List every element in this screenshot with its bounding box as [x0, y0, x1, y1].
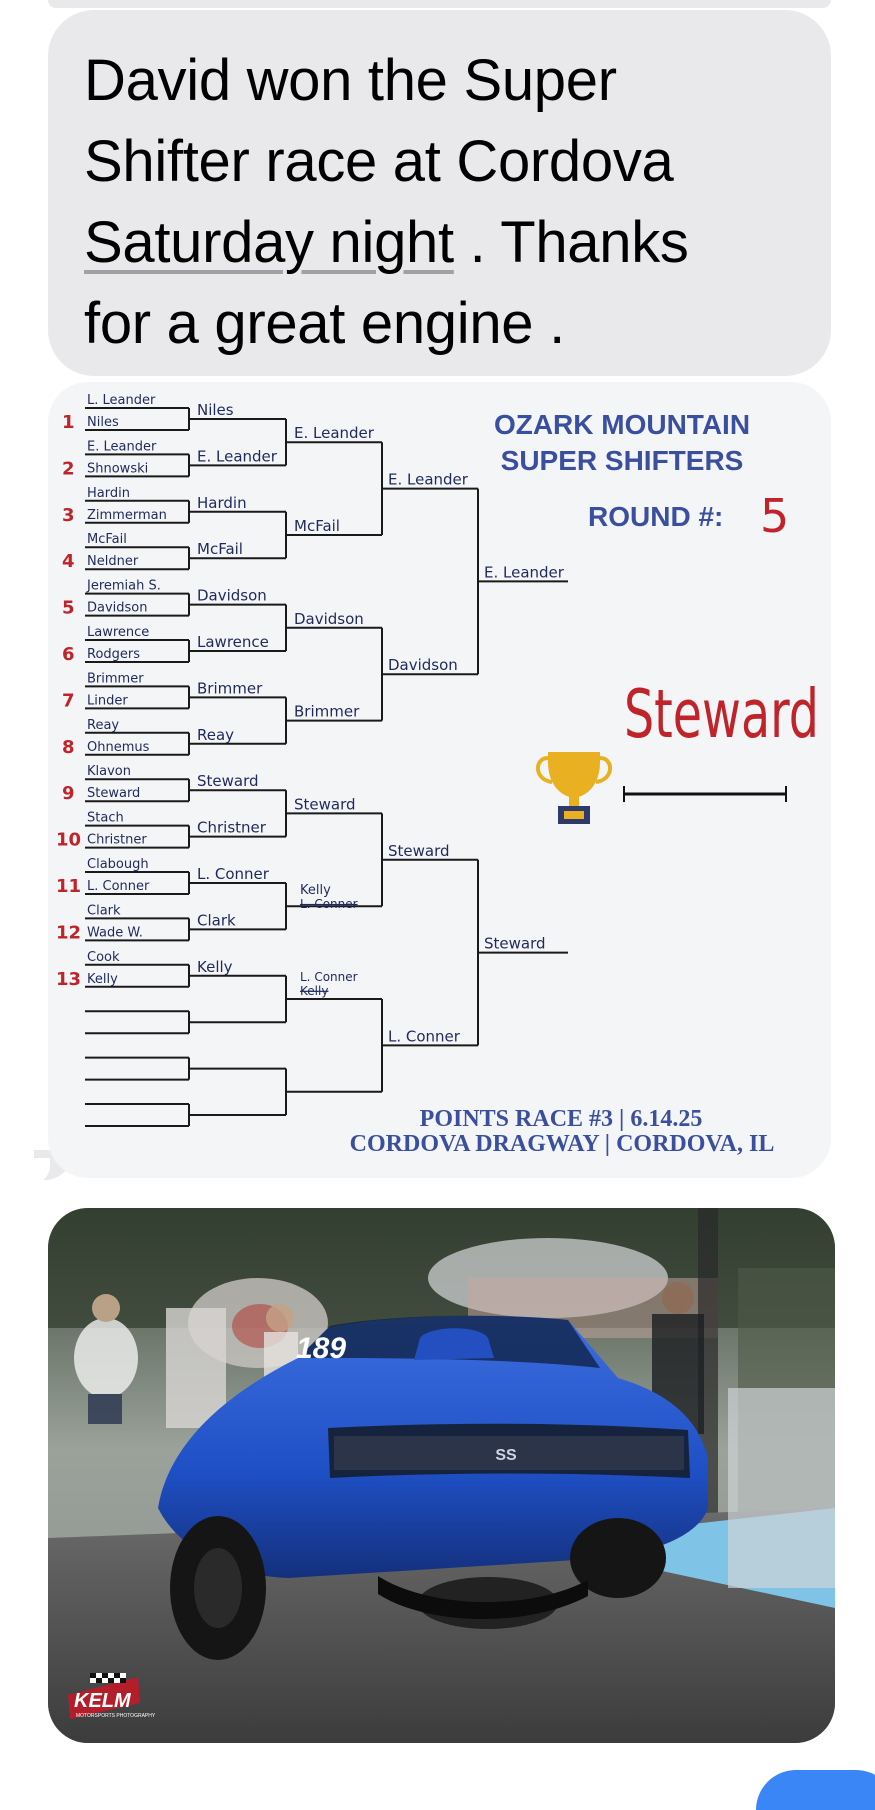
message-text — [84, 40, 795, 364]
r3-struck-entry: Kelly — [300, 984, 329, 998]
r3-advancer: L. Conner — [300, 970, 358, 984]
camaro-wheelie-image — [48, 1208, 835, 1743]
r1-racer-bottom: Zimmerman — [87, 507, 167, 523]
r1-racer-top: McFail — [87, 532, 127, 548]
ss-badge: SS — [495, 1447, 517, 1464]
trophy-icon — [538, 752, 610, 824]
seed-number: 3 — [62, 504, 75, 526]
r1-racer-top: Cook — [87, 949, 120, 965]
seed-number: 10 — [56, 829, 82, 851]
race-car-photo[interactable] — [48, 1208, 835, 1743]
r1-racer-top: Jeremiah S. — [87, 578, 161, 594]
footer-line-2: CORDOVA DRAGWAY | CORDOVA, IL — [349, 1131, 775, 1157]
r3-advancer: Brimmer — [294, 702, 360, 721]
r2-advancer: Niles — [197, 401, 234, 419]
bracket-title-line-2: SUPER SHIFTERS — [500, 445, 744, 476]
r1-racer-bottom: Steward — [87, 786, 141, 802]
r1-racer-top: L. Leander — [87, 393, 156, 408]
r3-struck-entry: L. Conner — [300, 897, 358, 912]
message-line-3-rest: . Thanks — [453, 210, 689, 275]
seed-number: 6 — [62, 644, 75, 665]
round-number: 5 — [760, 489, 790, 543]
r1-racer-bottom: Ohnemus — [87, 739, 150, 755]
seed-number: 8 — [62, 736, 75, 758]
seed-number: 13 — [56, 968, 82, 990]
r2-advancer: Reay — [197, 725, 235, 744]
r1-racer-bottom: Christner — [87, 832, 147, 848]
winner-name: Steward — [624, 674, 819, 754]
car-number: 189 — [296, 1332, 347, 1365]
seed-number: 5 — [62, 597, 75, 619]
r2-advancer: Steward — [197, 772, 259, 791]
r1-racer-bottom: Wade W. — [87, 925, 143, 941]
seed-number: 12 — [56, 922, 82, 944]
r1-racer-bottom: Rodgers — [87, 647, 141, 662]
r4-advancer: E. Leander — [388, 470, 468, 489]
r1-racer-bottom: Linder — [87, 693, 128, 709]
r2-advancer: L. Conner — [197, 865, 269, 883]
r1-racer-top: Reay — [87, 717, 120, 733]
bracket-sheet — [48, 382, 831, 1178]
bracket-title-line-1: OZARK MOUNTAIN — [493, 409, 751, 440]
r1-racer-top: E. Leander — [87, 439, 157, 455]
r2-advancer: McFail — [197, 540, 243, 559]
r1-racer-top: Clabough — [87, 857, 149, 872]
seed-number: 1 — [62, 412, 75, 433]
r3-advancer: Davidson — [294, 609, 364, 628]
seed-number: 2 — [62, 458, 75, 480]
r5-advancer: Steward — [484, 934, 546, 953]
bubble-tail-mask — [20, 1158, 50, 1184]
r3-advancer: McFail — [294, 517, 340, 535]
logo-text: KELM — [74, 1690, 131, 1712]
r1-racer-bottom: Davidson — [87, 600, 148, 616]
r1-racer-bottom: Niles — [87, 415, 119, 430]
r2-advancer: Clark — [197, 911, 236, 930]
r1-racer-bottom: Neldner — [87, 554, 139, 570]
r2-advancer: Christner — [197, 818, 266, 837]
r4-advancer: Davidson — [388, 656, 458, 675]
r2-advancer: Kelly — [197, 957, 233, 976]
footer-line-1: POINTS RACE #3 | 6.14.25 — [419, 1106, 703, 1132]
r3-advancer: Kelly — [300, 883, 331, 899]
message-line-2: Shifter race at Cordova — [84, 129, 674, 194]
round-label: ROUND #: — [588, 501, 724, 532]
r1-racer-top: Clark — [87, 903, 121, 919]
r3-advancer: Steward — [294, 795, 356, 814]
r1-racer-bottom: Kelly — [87, 971, 118, 987]
r2-advancer: Hardin — [197, 493, 247, 512]
seed-number: 11 — [56, 876, 82, 897]
seed-number: 9 — [62, 783, 75, 805]
r2-advancer: E. Leander — [197, 447, 277, 466]
r2-advancer: Brimmer — [197, 679, 263, 698]
r1-racer-top: Klavon — [87, 764, 131, 780]
bracket-image-attachment[interactable] — [48, 382, 831, 1178]
previous-message-edge — [48, 0, 831, 8]
logo-subtext: MOTORSPORTS PHOTOGRAPHY — [76, 1713, 156, 1719]
date-link[interactable]: Saturday night — [84, 210, 454, 275]
r3-advancer: E. Leander — [294, 424, 374, 443]
r4-advancer: L. Conner — [388, 1027, 460, 1046]
received-message-bubble[interactable] — [48, 10, 831, 376]
r4-advancer: Steward — [388, 841, 450, 860]
sent-message-bubble-edge[interactable] — [756, 1770, 875, 1810]
r1-racer-top: Brimmer — [87, 671, 144, 687]
message-line-1: David won the Super — [84, 48, 617, 113]
r1-racer-bottom: L. Conner — [87, 879, 150, 894]
r1-racer-top: Lawrence — [87, 625, 150, 640]
r5-advancer: E. Leander — [484, 563, 564, 582]
r1-racer-top: Stach — [87, 810, 124, 826]
seed-number: 7 — [62, 690, 75, 712]
message-line-4: for a great engine . — [84, 291, 565, 356]
r1-racer-top: Hardin — [87, 485, 130, 501]
seed-number: 4 — [62, 551, 75, 573]
r2-advancer: Lawrence — [197, 633, 269, 651]
r1-racer-bottom: Shnowski — [87, 461, 149, 477]
r2-advancer: Davidson — [197, 586, 267, 605]
